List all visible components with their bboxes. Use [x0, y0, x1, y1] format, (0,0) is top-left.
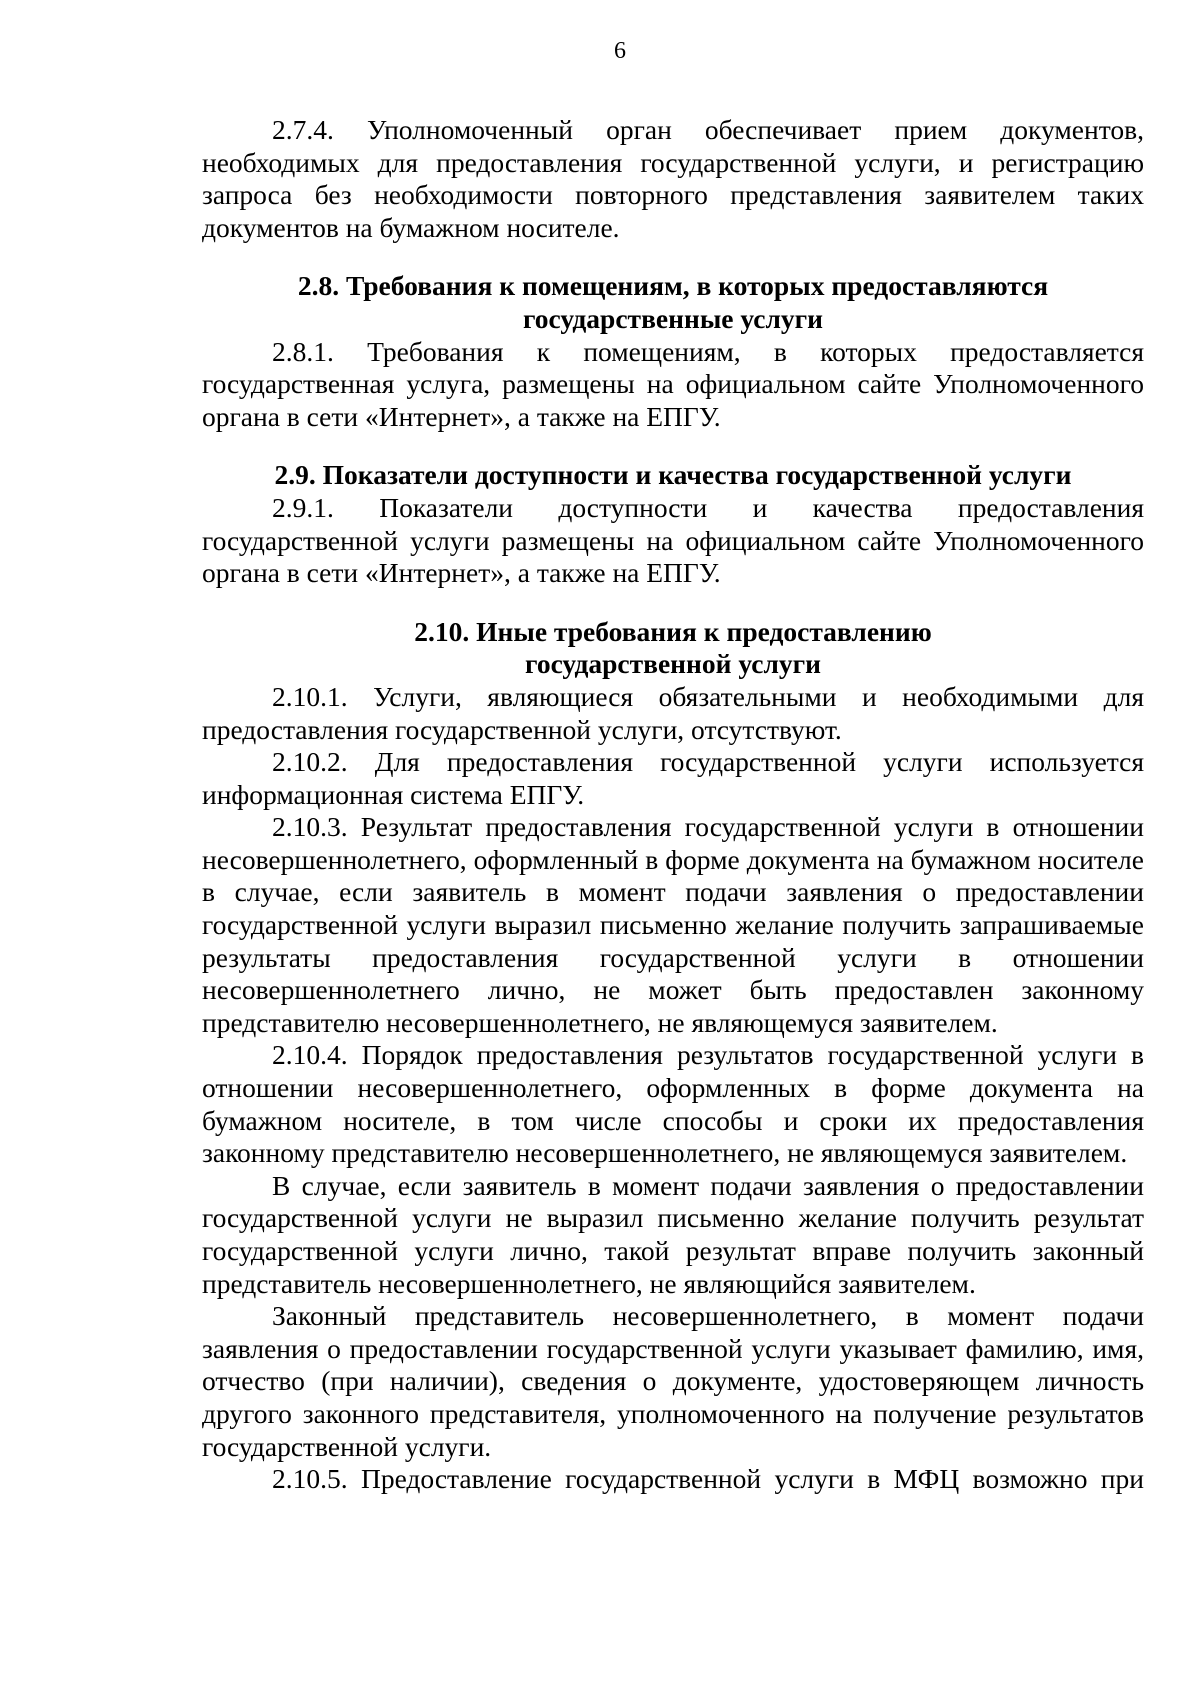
- paragraph-2-10-5: 2.10.5. Предоставление государственной услуги в МФЦ возможно при: [272, 1463, 1144, 1495]
- paragraph-2-10-1: 2.10.1. Услуги, являющиеся обязательными и необходимыми для предоставления государственной услуги, отсутствуют.: [202, 680, 1144, 745]
- heading-2-8: 2.8. Требования к помещениям, в которых предоставляются государственные услуги: [297, 270, 1049, 334]
- paragraph-case: В случае, если заявитель в момент подачи заявления о предоставлении государственной услуги не выразил письменно желание получить результат государственной услуги лично, такой результат вправе получить законный представитель несовершеннолетнего, не являющийся заявителем.: [202, 1169, 1144, 1299]
- paragraph-2-8-1: 2.8.1. Требования к помещениям, в которых предоставляется государственная услуга, размещены на официальном сайте Уполномоченного органа в сети «Интернет», а также на ЕПГУ.: [202, 335, 1144, 432]
- paragraph-2-7-4: 2.7.4. Уполномоченный орган обеспечивает прием документов, необходимых для предоставления государственной услуги, и регистрацию запроса без необходимости повторного представления заявителем таких документов на бумажном носителе.: [202, 114, 1144, 243]
- paragraph-2-10-2: 2.10.2. Для предоставления государственной услуги используется информационная система ЕПГУ.: [202, 746, 1144, 810]
- heading-2-10: 2.10. Иные требования к предоставлению государственной услуги: [414, 615, 932, 680]
- paragraph-2-10-4: 2.10.4. Порядок предоставления результатов государственной услуги в отношении несовершеннолетнего, оформленных в форме документа на бумажном носителе, в том числе способы и сроки их предоставления законному представителю несовершеннолетнего, не являющемуся заявителем.: [202, 1039, 1144, 1169]
- paragraph-2-10-3: 2.10.3. Результат предоставления государственной услуги в отношении несовершеннолетнего, оформленный в форме документа на бумажном носителе в случае, если заявитель в момент подачи заявления о предоставлении государственной услуги выразил письменно желание получить запрашиваемые результаты предоставления государственной услуги в отношении несовершеннолетнего лично, не может быть предоставлен законному представителю несовершеннолетнего, не являющемуся заявителем.: [202, 811, 1144, 1038]
- heading-2-9: 2.9. Показатели доступности и качества государственной услуги: [274, 459, 1072, 491]
- page-number: 6: [614, 38, 626, 64]
- paragraph-legal-representative: Законный представитель несовершеннолетнего, в момент подачи заявления о предоставлении государственной услуги указывает фамилию, имя, отчество (при наличии), сведения о документе, удостоверяющем личность другого законного представителя, уполномоченного на получение результатов государственной услуги.: [202, 1300, 1144, 1462]
- paragraph-2-9-1: 2.9.1. Показатели доступности и качества предоставления государственной услуги размещены на официальном сайте Уполномоченного органа в сети «Интернет», а также на ЕПГУ.: [202, 491, 1144, 589]
- document-body: [202, 114, 1144, 1496]
